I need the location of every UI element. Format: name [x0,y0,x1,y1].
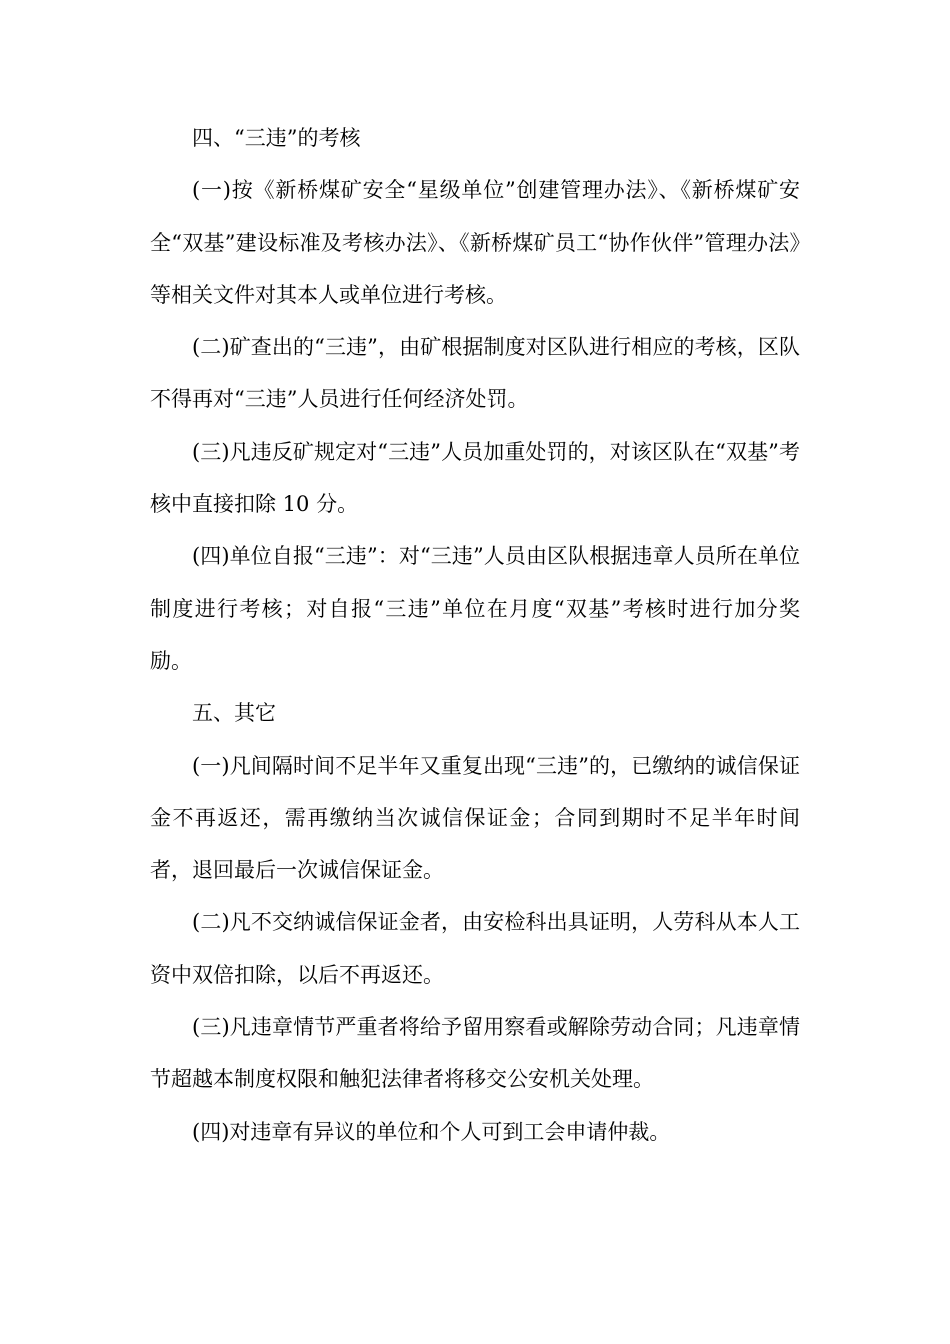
paragraph-four-2: (二)矿查出的“三违”，由矿根据制度对区队进行相应的考核，区队不得再对“三违”人员进行任何经济处罚。 [150,335,800,412]
document-body [150,112,800,1158]
paragraph-four-3: (三)凡违反矿规定对“三违”人员加重处罚的，对该区队在“双基”考核中直接扣除 10 分。 [150,439,800,517]
section-heading-four: 四、“三违”的考核 [192,126,361,150]
paragraph-four-4: (四)单位自报“三违”：对“三违”人员由区队根据违章人员所在单位制度进行考核；对自报“三违”单位在月度“双基”考核时进行加分奖励。 [150,544,800,673]
paragraph-four-1: (一)按《新桥煤矿安全“星级单位”创建管理办法》、《新桥煤矿安全“双基”建设标准及考核办法》、《新桥煤矿员工“协作伙伴”管理办法》等相关文件对其本人或单位进行考核。 [150,178,800,307]
section-heading-five: 五、其它 [192,701,276,726]
paragraph-five-3: (三)凡违章情节严重者将给予留用察看或解除劳动合同；凡违章情节超越本制度权限和触犯法律者将移交公安机关处理。 [150,1015,800,1092]
paragraph-five-2: (二)凡不交纳诚信保证金者，由安检科出具证明，人劳科从本人工资中双倍扣除，以后不再返还。 [150,910,800,987]
paragraph-five-4: (四)对违章有异议的单位和个人可到工会申请仲裁。 [192,1119,671,1144]
paragraph-five-1: (一)凡间隔时间不足半年又重复出现“三违”的，已缴纳的诚信保证金不再返还，需再缴纳当次诚信保证金；合同到期时不足半年时间者，退回最后一次诚信保证金。 [150,753,800,883]
